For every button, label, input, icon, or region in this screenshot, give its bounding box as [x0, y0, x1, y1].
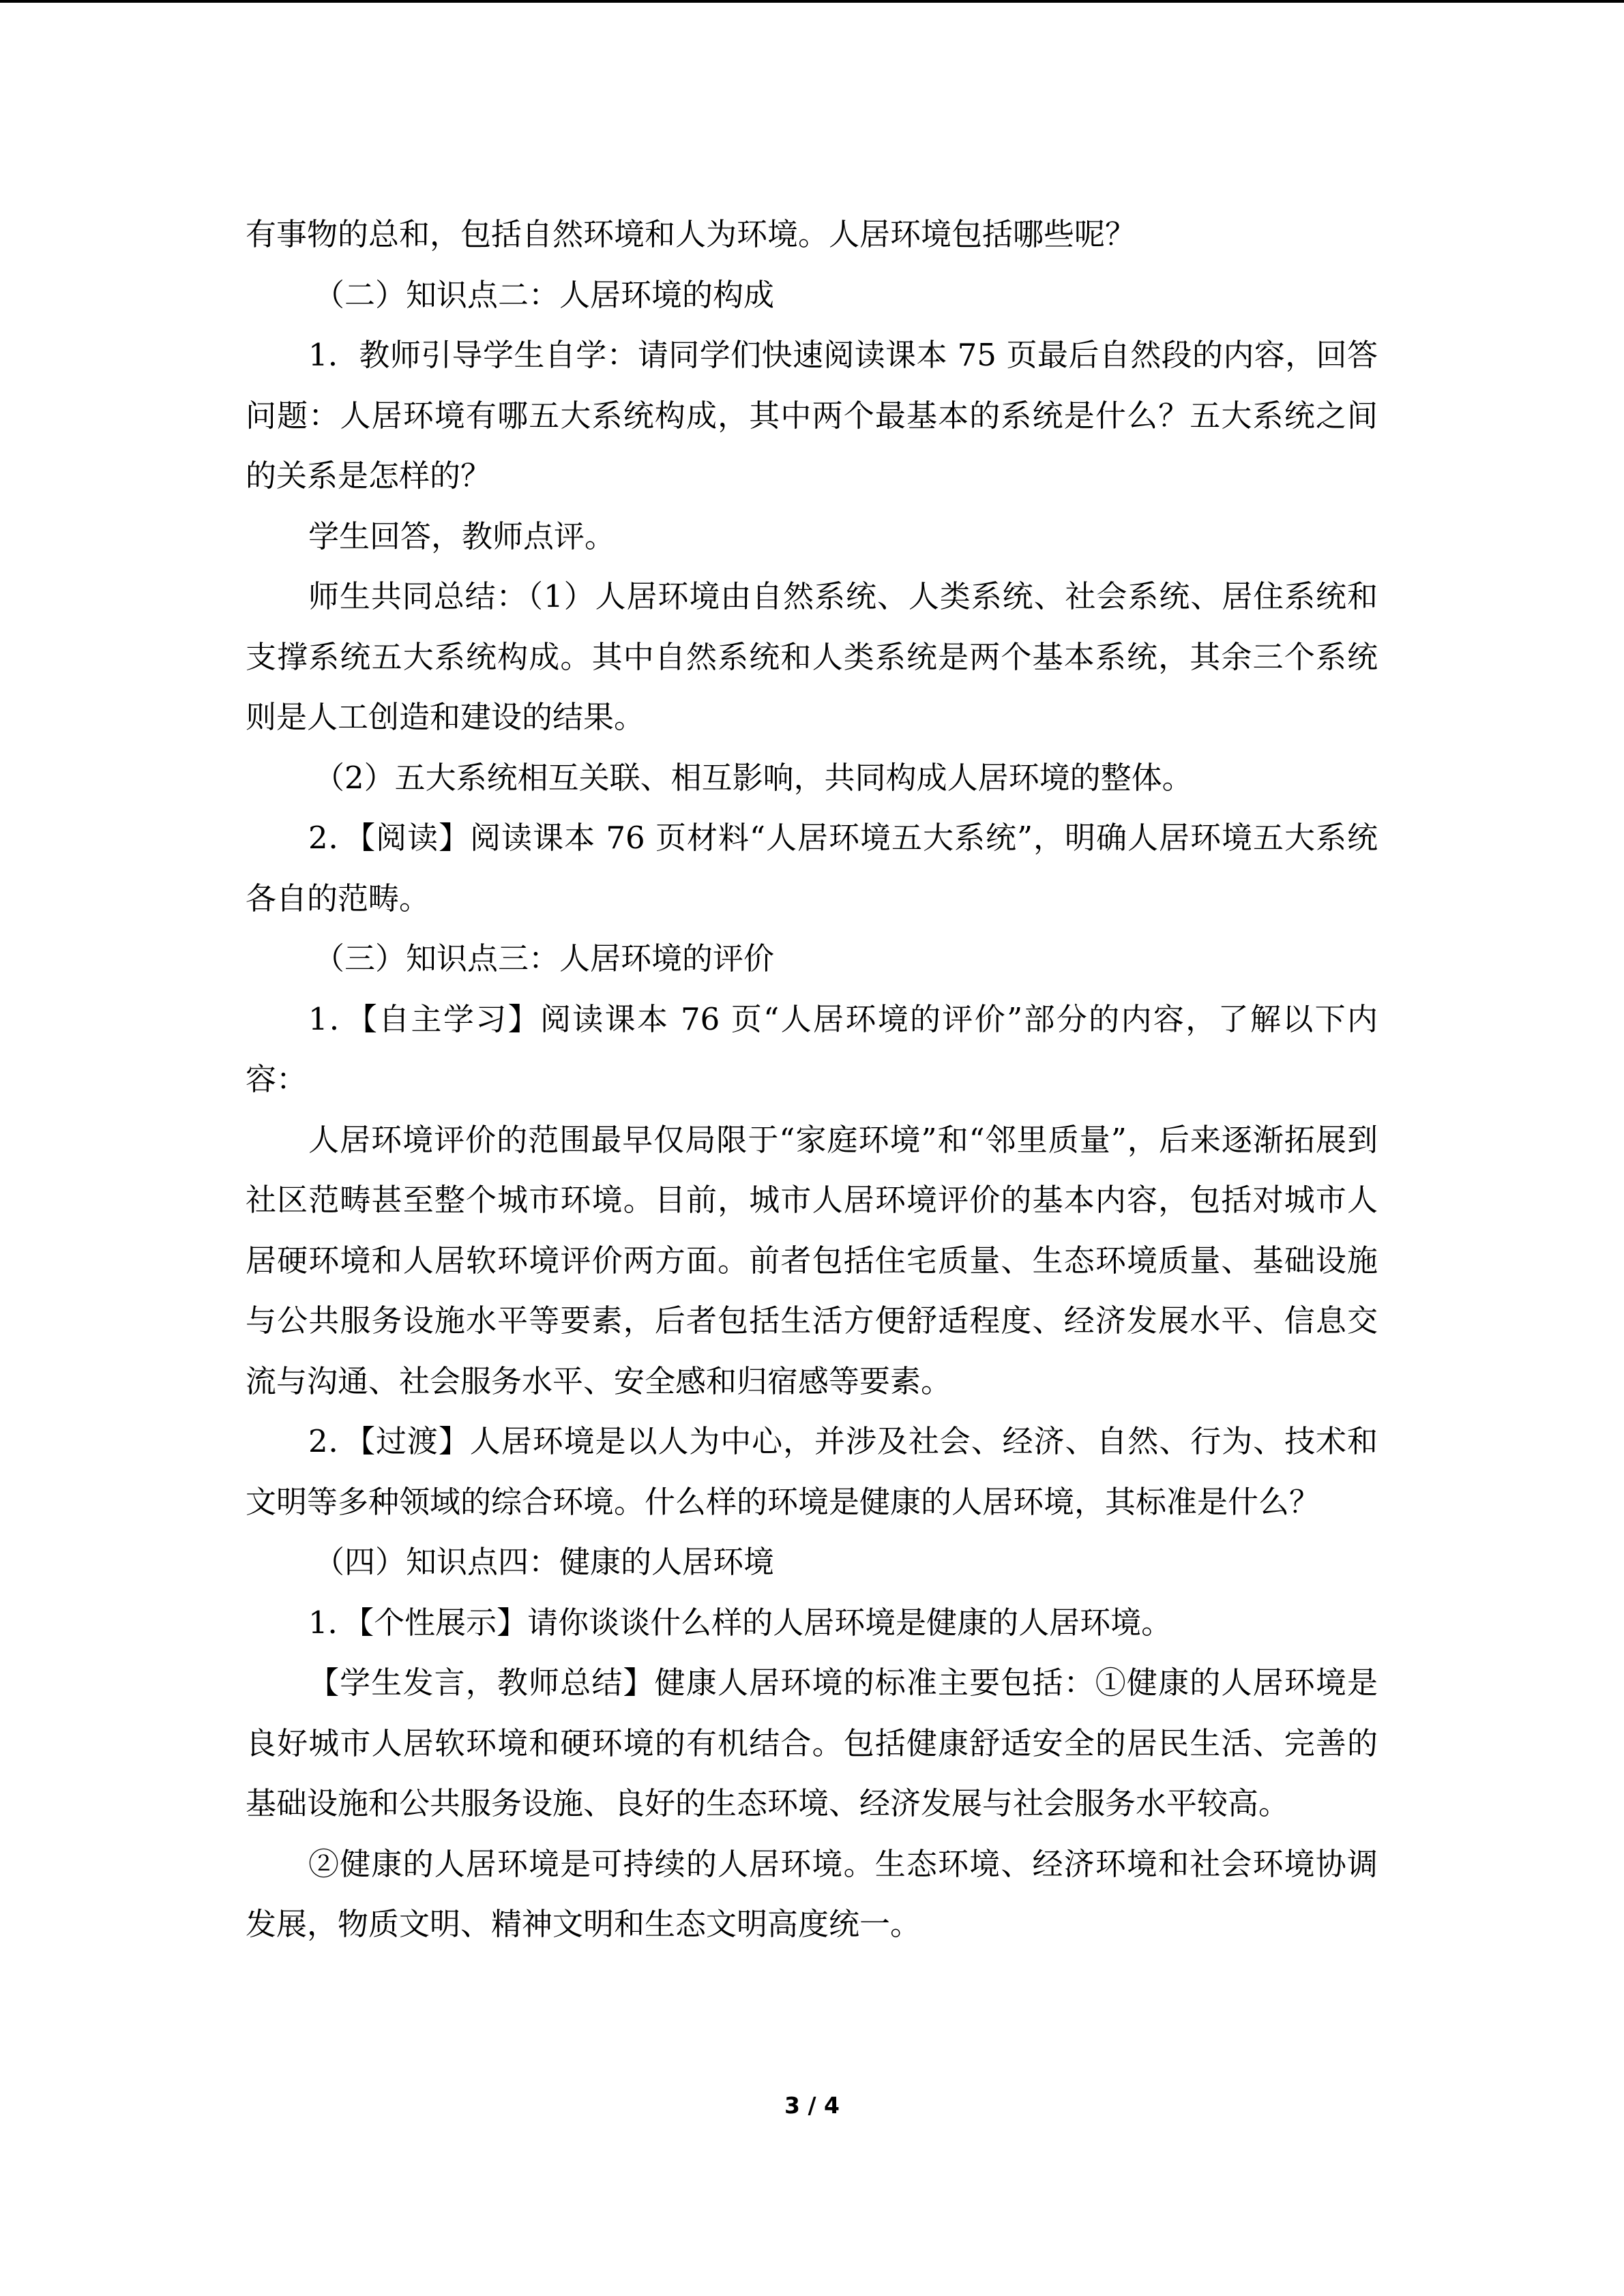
paragraph: 【学生发言，教师总结】健康人居环境的标准主要包括：①健康的人居环境是良好城市人居软环境和硬环境的有机结合。包括健康舒适安全的居民生活、完善的基础设施和公共服务设施、良好的生态环境、经济发展与社会服务水平较高。 — [246, 1665, 1378, 1821]
paragraph: 人居环境评价的范围最早仅局限于“家庭环境”和“邻里质量”，后来逐渐拓展到社区范畴甚至整个城市环境。目前，城市人居环境评价的基本内容，包括对城市人居硬环境和人居软环境评价两方面。前者包括住宅质量、生态环境质量、基础设施与公共服务设施水平等要素，后者包括生活方便舒适程度、经济发展水平、信息交流与沟通、社会服务水平、安全感和归宿感等要素。 — [246, 1121, 1378, 1399]
page-number: 3 / 4 — [784, 2092, 840, 2119]
paragraph-continuation: 有事物的总和，包括自然环境和人为环境。人居环境包括哪些呢？ — [246, 216, 1136, 252]
paragraph: 学生回答，教师点评。 — [308, 518, 616, 554]
section-heading-4: （四）知识点四：健康的人居环境 — [314, 1544, 775, 1580]
paragraph: 2．【阅读】阅读课本 76 页材料“人居环境五大系统”，明确人居环境五大系统各自的范畴。 — [246, 820, 1378, 916]
paragraph: 师生共同总结：（1）人居环境由自然系统、人类系统、社会系统、居住系统和支撑系统五大系统构成。其中自然系统和人类系统是两个基本系统，其余三个系统则是人工创造和建设的结果。 — [246, 578, 1378, 735]
top-border-line — [0, 0, 1624, 3]
paragraph: 1．教师引导学生自学：请同学们快速阅读课本 75 页最后自然段的内容，回答问题：人居环境有哪五大系统构成，其中两个最基本的系统是什么？五大系统之间的关系是怎样的？ — [246, 337, 1378, 494]
section-heading-2: （二）知识点二：人居环境的构成 — [314, 276, 775, 313]
section-heading-3: （三）知识点三：人居环境的评价 — [314, 940, 775, 976]
paragraph: 1．【个性展示】请你谈谈什么样的人居环境是健康的人居环境。 — [308, 1604, 1172, 1641]
document-body — [246, 205, 1378, 1955]
paragraph: 2．【过渡】人居环境是以人为中心，并涉及社会、经济、自然、行为、技术和文明等多种领域的综合环境。什么样的环境是健康的人居环境，其标准是什么？ — [246, 1423, 1378, 1520]
paragraph: 1．【自主学习】阅读课本 76 页“人居环境的评价”部分的内容，了解以下内容： — [246, 1000, 1378, 1097]
paragraph: ②健康的人居环境是可持续的人居环境。生态环境、经济环境和社会环境协调发展，物质文明、精神文明和生态文明高度统一。 — [246, 1845, 1378, 1942]
paragraph-sub-point: （2）五大系统相互关联、相互影响，共同构成人居环境的整体。 — [314, 759, 1193, 796]
